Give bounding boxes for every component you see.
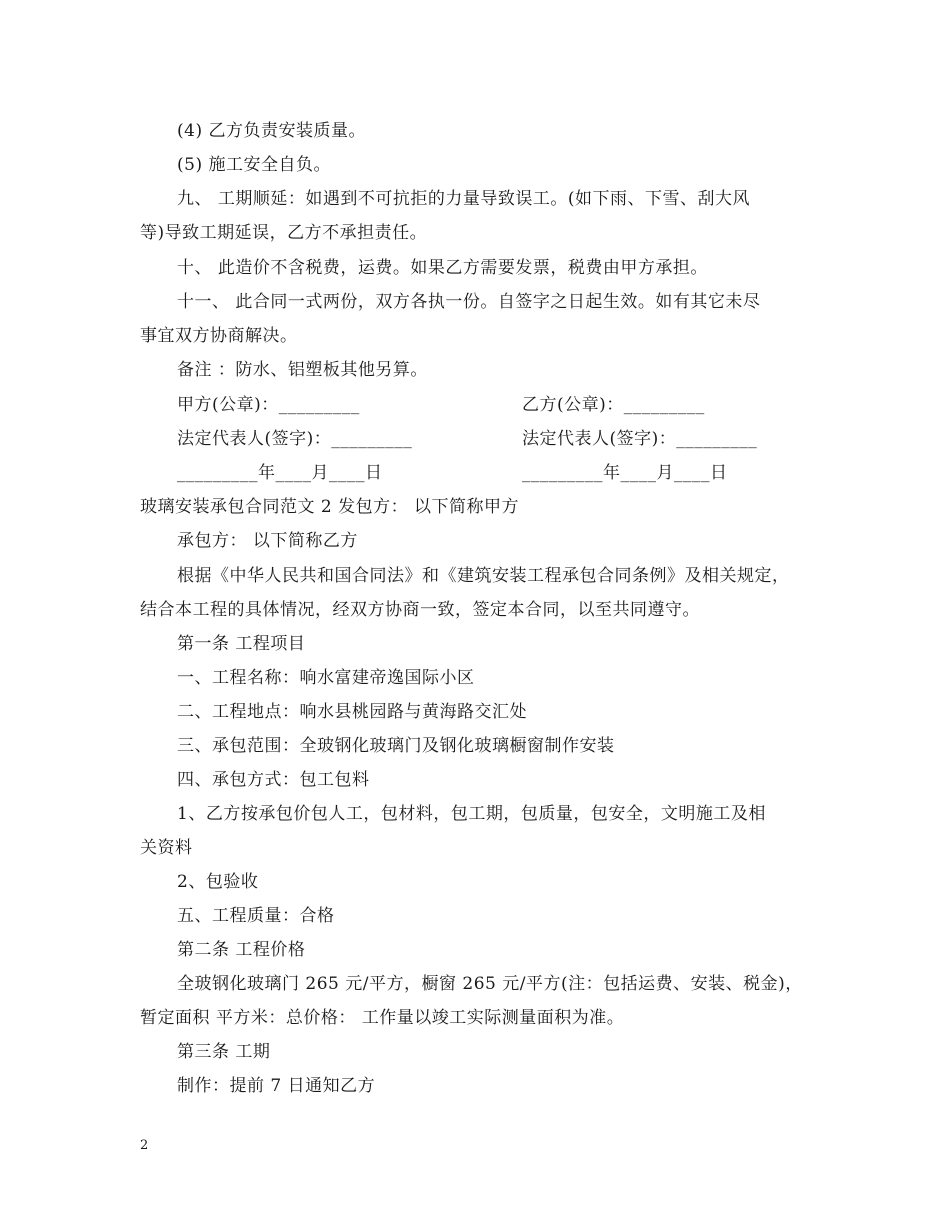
clause-line: 十一、 此合同一式两份，双方各执一份。自签字之日起生效。如有其它未尽 [177,292,761,312]
body-line-continuation: 暂定面积 平方米：总价格： 工作量以竣工实际测量面积为准。 [140,1008,625,1028]
body-line: 五、工程质量：合格 [177,906,335,926]
clause-line: 九、 工期顺延：如遇到不可抗拒的力量导致误工。(如下雨、下雪、刮大风 [177,189,751,209]
body-line: 一、工程名称：响水富建帝逸国际小区 [177,668,475,688]
clause-line: (5) 施工安全自负。 [177,155,331,175]
clause-line-continuation: 等)导致工期延误，乙方不承担责任。 [140,223,428,243]
page-number: 2 [140,1138,149,1153]
party-b-date-field: _________年____月____日 [522,463,728,483]
body-line: 1、乙方按承包价包人工，包材料，包工期，包质量，包安全，文明施工及相 [177,804,766,824]
body-line: 制作：提前 7 日通知乙方 [177,1076,376,1096]
body-line: 三、承包范围：全玻钢化玻璃门及钢化玻璃橱窗制作安装 [177,736,615,756]
party-a-seal-field: 甲方(公章)：_________ [177,395,360,415]
body-line: 根据《中华人民共和国合同法》和《建筑安装工程承包合同条例》及相关规定， [177,566,790,586]
remark-line: 备注 ：防水、铝塑板其他另算。 [177,360,428,380]
contractor-line: 承包方： 以下简称乙方 [177,531,358,551]
article-heading: 第三条 工期 [177,1042,271,1062]
party-a-date-field: _________年____月____日 [177,463,383,483]
article-heading: 第一条 工程项目 [177,634,306,654]
clause-line: (4) 乙方负责安装质量。 [177,121,366,141]
body-line-continuation: 关资料 [140,838,193,858]
clause-line-continuation: 事宜双方协商解决。 [140,326,298,346]
body-line: 全玻钢化玻璃门 265 元/平方，橱窗 265 元/平方(注：包括运费、安装、税金)， [177,974,803,994]
clause-line: 十、 此造价不含税费，运费。如果乙方需要发票，税费由甲方承担。 [177,258,708,278]
party-b-seal-field: 乙方(公章)：_________ [522,395,705,415]
article-heading: 第二条 工程价格 [177,940,306,960]
party-b-representative-field: 法定代表人(签字)：_________ [522,429,758,449]
body-line: 四、承包方式：包工包料 [177,770,370,790]
body-line: 2、包验收 [177,872,259,892]
section-title-line: 玻璃安装承包合同范文 2 发包方： 以下简称甲方 [140,497,520,517]
body-line: 二、工程地点：响水县桃园路与黄海路交汇处 [177,702,527,722]
body-line-continuation: 结合本工程的具体情况，经双方协商一致，签定本合同，以至共同遵守。 [140,600,700,620]
party-a-representative-field: 法定代表人(签字)：_________ [177,429,413,449]
